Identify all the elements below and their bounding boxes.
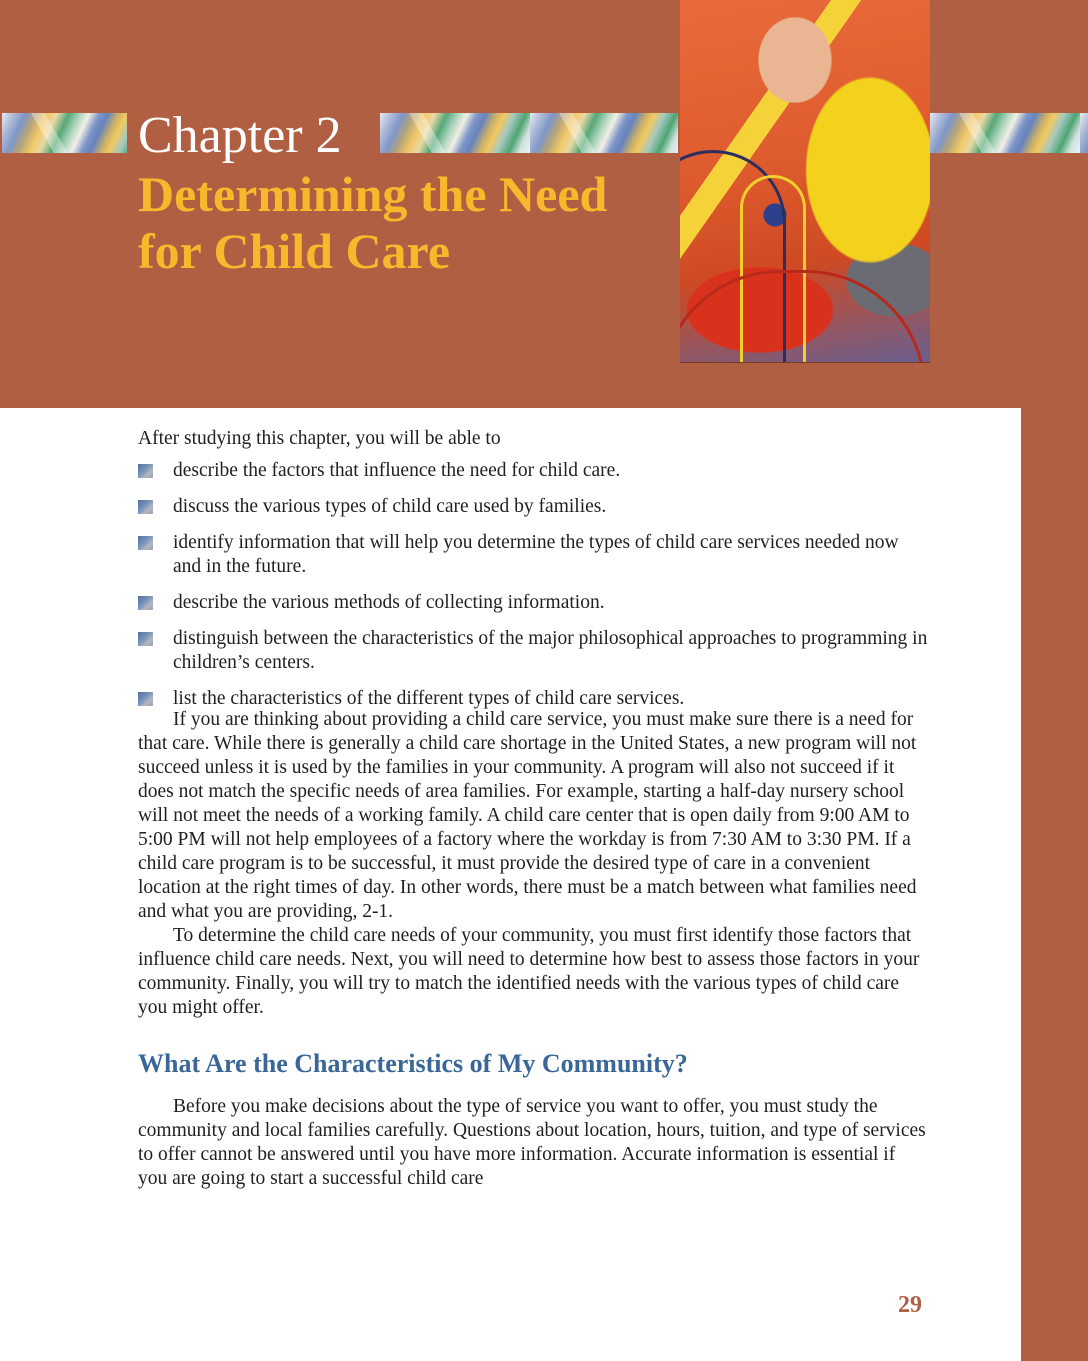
chapter-title: Determining the Need for Child Care [138, 166, 608, 279]
square-bullet-icon [138, 536, 153, 550]
objectives-intro: After studying this chapter, you will be able to [138, 428, 501, 449]
objective-item [138, 495, 928, 519]
square-bullet-icon [138, 692, 153, 706]
square-bullet-icon [138, 464, 153, 478]
objective-text: identify information that will help you determine the types of child care services needed now and in the future. [173, 532, 899, 577]
decorative-mosaic-strip-middle [380, 113, 678, 153]
objective-item [138, 531, 928, 579]
square-bullet-icon [138, 596, 153, 610]
decorative-mosaic-strip-left [2, 113, 127, 153]
objective-text: list the characteristics of the different types of child care services. [173, 688, 685, 709]
section-heading: What Are the Characteristics of My Community? [138, 1049, 688, 1078]
chapter-photo [680, 0, 930, 363]
decorative-mosaic-strip-right [930, 113, 1088, 153]
objective-text: describe the various methods of collecting information. [173, 592, 605, 613]
body-paragraph: To determine the child care needs of your community, you must first identify those factors that influence child care needs. Next, you will need to determine how best to assess those factors in your community. Finally, you will try to match the identified needs with the various types of child care you might offer. [138, 925, 920, 1018]
objective-item [138, 627, 928, 675]
chapter-label: Chapter 2 [138, 107, 342, 164]
section-paragraph: Before you make decisions about the type of service you want to offer, you must study the community and local families carefully. Questions about location, hours, tuition, and type of services to offer cannot be answered until you have more information. Accurate information is essential if you are going to start a successful child care [138, 1096, 926, 1189]
square-bullet-icon [138, 632, 153, 646]
objective-item [138, 459, 928, 483]
objective-text: describe the factors that influence the need for child care. [173, 460, 621, 481]
objectives-list [138, 459, 928, 711]
square-bullet-icon [138, 500, 153, 514]
objective-item [138, 591, 928, 615]
objective-item [138, 687, 928, 711]
page-number: 29 [898, 1292, 922, 1318]
body-paragraph: If you are thinking about providing a child care service, you must make sure there is a need for that care. While there is generally a child care shortage in the United States, a new program will not succeed unless it is used by the families in your community. A program will also not succeed if it does not match the specific needs of area families. For example, starting a half-day nursery school will not meet the needs of a working family. A child care center that is open daily from 9:00 AM to 5:00 PM will not help employees of a factory where the workday is from 7:30 AM to 3:30 PM. If a child care program is to be successful, it must provide the desired type of care in a convenient location at the right times of day. In other words, there must be a match between what families need and what you are providing, 2-1. [138, 709, 917, 922]
objective-text: distinguish between the characteristics of the major philosophical approaches to programming in children’s centers. [173, 628, 928, 673]
page-content [138, 427, 928, 1191]
objective-text: discuss the various types of child care used by families. [173, 496, 607, 517]
